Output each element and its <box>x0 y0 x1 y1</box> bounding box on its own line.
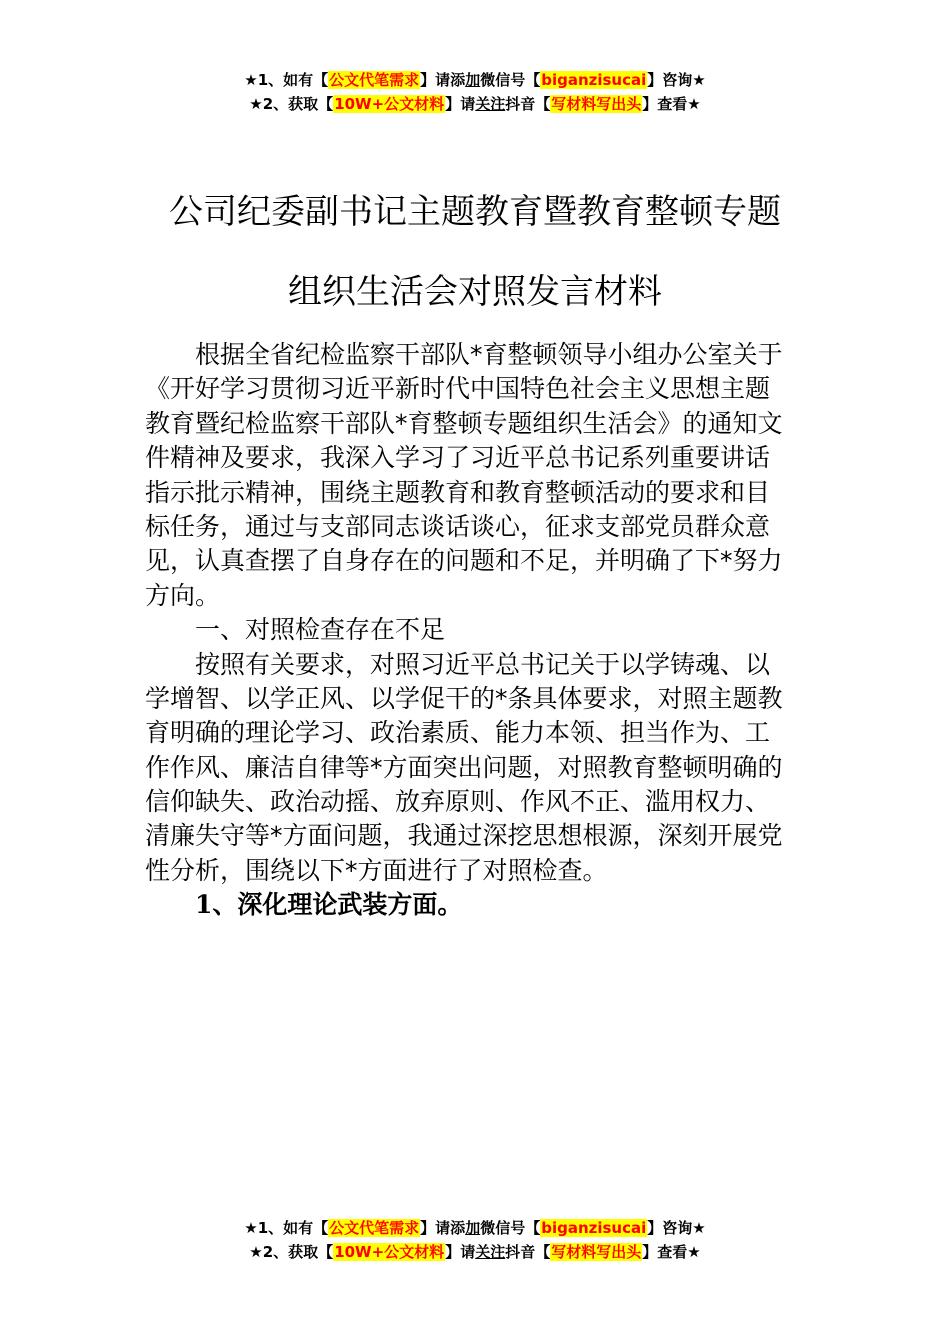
title-line-1: 公司纪委副书记主题教育暨教育整顿专题 <box>169 192 781 232</box>
paragraph-line: 件精神及要求，我深入学习了习近平总书记系列重要讲话 <box>145 443 771 473</box>
promo-highlight: 写材料写出头 <box>551 95 642 113</box>
subsection-heading: 1、深化理论武装方面。 <box>195 890 463 920</box>
header-promo-banner <box>0 68 950 116</box>
paragraph-line: 按照有关要求，对照习近平总书记关于以学铸魂、以 <box>195 649 771 679</box>
paragraph-line: 学增智、以学正风、以学促干的*条具体要求，对照主题教 <box>145 683 783 713</box>
promo-text: ★1、如有【 <box>244 1219 329 1237</box>
promo-text: 抖音【 <box>505 95 551 113</box>
promo-text: 】查看★ <box>642 1243 701 1261</box>
paragraph-line: 育明确的理论学习、政治素质、能力本领、担当作为、工 <box>145 718 771 748</box>
promo-text: ★2、获取【 <box>249 95 334 113</box>
promo-text: 抖音【 <box>505 1243 551 1261</box>
promo-text: 】请 <box>445 1243 476 1261</box>
paragraph-line: 性分析，围绕以下*方面进行了对照检查。 <box>145 855 608 885</box>
promo-text: 】咨询★ <box>647 1219 706 1237</box>
promo-text: 微信号【 <box>480 71 541 89</box>
promo-line-1 <box>0 1216 950 1240</box>
promo-underline: 关注 <box>475 1243 506 1261</box>
promo-highlight: 10W+公文材料 <box>334 95 445 113</box>
document-title <box>0 172 950 332</box>
promo-line-2 <box>0 92 950 116</box>
paragraph-line: 方向。 <box>145 580 221 610</box>
paragraph-line: 指示批示精神，围绕主题教育和教育整顿活动的要求和目 <box>145 477 771 507</box>
paragraph-line: 标任务，通过与支部同志谈话谈心，征求支部党员群众意 <box>145 511 771 541</box>
promo-highlight: 公文代笔需求 <box>329 71 420 89</box>
promo-text: 】请添 <box>420 1219 466 1237</box>
promo-text: 】请添 <box>420 71 466 89</box>
promo-text: 】查看★ <box>642 95 701 113</box>
promo-underline: 加 <box>465 1219 481 1237</box>
promo-underline: 加 <box>465 71 481 89</box>
paragraph-line: 作作风、廉洁自律等*方面突出问题，对照教育整顿明确的 <box>145 752 783 782</box>
promo-text: ★2、获取【 <box>249 1243 334 1261</box>
document-body <box>145 338 809 923</box>
promo-line-1 <box>0 68 950 92</box>
promo-text: 微信号【 <box>480 1219 541 1237</box>
promo-underline: 关注 <box>475 95 506 113</box>
title-line-2: 组织生活会对照发言材料 <box>288 272 662 312</box>
promo-line-2 <box>0 1240 950 1264</box>
paragraph-line: 根据全省纪检监察干部队*育整顿领导小组办公室关于 <box>195 340 783 369</box>
promo-highlight: 公文代笔需求 <box>329 1219 420 1237</box>
paragraph-line: 信仰缺失、政治动摇、放弃原则、作风不正、滥用权力、 <box>145 787 771 817</box>
paragraph-line: 教育暨纪检监察干部队*育整顿专题组织生活会》的通知文 <box>145 408 783 438</box>
paragraph-line: 见，认真查摆了自身存在的问题和不足，并明确了下*努力 <box>145 546 783 576</box>
paragraph-line: 清廉失守等*方面问题，我通过深挖思想根源，深刻开展党 <box>145 821 783 851</box>
promo-highlight: biganzisucai <box>541 1219 647 1237</box>
promo-highlight: 10W+公文材料 <box>334 1243 445 1261</box>
promo-text: 】请 <box>445 95 476 113</box>
promo-highlight: biganzisucai <box>541 71 647 89</box>
promo-highlight: 写材料写出头 <box>551 1243 642 1261</box>
promo-text: ★1、如有【 <box>244 71 329 89</box>
footer-promo-banner <box>0 1216 950 1264</box>
section-heading: 一、对照检查存在不足 <box>195 615 446 645</box>
promo-text: 】咨询★ <box>647 71 706 89</box>
paragraph-line: 《开好学习贯彻习近平新时代中国特色社会主义思想主题 <box>145 374 771 404</box>
